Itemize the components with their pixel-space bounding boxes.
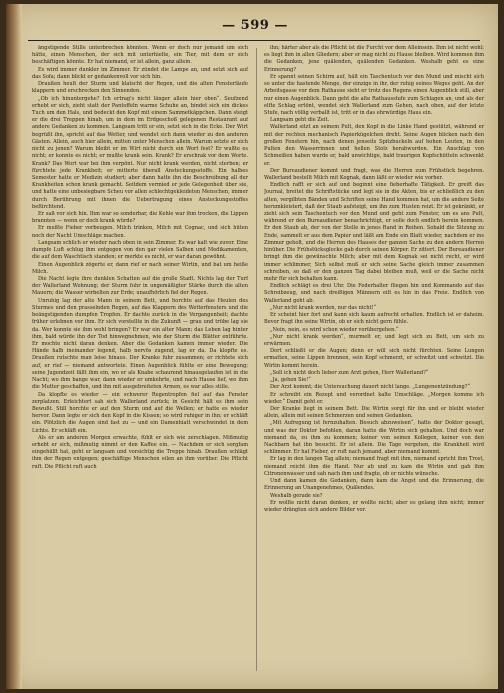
- paragraph: ihn; härter aber als die Pflicht ist die Furcht vor dem Alleinsein. Ihm ist nicht wohl; es liegt ihm in allen Gliedern; aber er mag nicht zu Hause bleiben. Wird kommen ihm die Gedanken, jene quälenden, quälenden Gedanken. Weshalb geht es eine Erinnerung?: [264, 45, 484, 73]
- paragraph: Unruhig lag der alte Mann in seinem Bett, und horchte auf das Heulen des Sturmes und den prasselnden Regen, auf das Klappern des Wetterfensters und die beängstigenden dumpfen Tropfen. Er dachte zurück in die Vergangenheit; dachte früher erlebnen vor ihm. Er sich vorstellte in die Zukunft — grau und trübe lag sie da. Wer konnte sie ihm wohl bringen? Er war ein alter Mann; das Leben lag hinter ihm, bald würde ihn der Tod hinwegnehmen, wie der Sturm die Blätter entführte. Er mochte nicht daran denken. Aber die Gedanken kamen immer wieder. Die Hände halb ineinander legend, halb nervös zugend, lag er da. Da klopfte es. Draußen rutschte man leise hinaus. Der Kranke fuhr zusammen; er richtete sich auf, er rief — niemand antwortete. Einen Augenblick fühlte er eine Bewegung; seine Jugendzeit fällt ihm ein, wo er als Knabe schaurend hinausgelaufen ist in die Nacht; wo ihm bange war, dann wieder er umkehrte, und nach Hause lief, wo ihm die Mutter geschaffen, und ihn mit ausgebreiteten Armen, es war alles stille.: [32, 297, 248, 391]
- right-column: [264, 45, 484, 675]
- paragraph: Er spannt seinen Schirm auf, hält ein Taschentuch vor den Mund und mischt sich so unter die hastende Menge, der einzige in ihr, der ruhig seines Weges geht. An der Arbeitsgasse vor dem Rathause sieht er trotz des Regens einen Augenblick still, aber nur einen Augenblick. Dann geht die alte Rathausstufe zum Schlagen an, und als der elfte Schlag ertönt, wendet sich Wallerland zum Gehen, nach oben, auf der letzte Stufe, nach völlig verballt ist, tritt er in das ehrwürdige Haus ein.: [264, 73, 484, 116]
- paragraph: Der Arzt kommt; die Untersuchung dauert nicht lange. „Lungenentzündung?“: [270, 384, 471, 391]
- header-rule: [28, 40, 480, 41]
- paragraph: Da klopfte es wieder — ein schwerer Regentropfen fiel auf das Fenster zerplatzen. Erleichtert sah sich Wallerland zurück; in Gesicht hält es ihm sein Bewußt. Still horchte er auf den Sturm und auf die Wellen; er hatte es wieder hervor. Dann legte er sich den Kopf in die Kissen; so wird ruhiger in ihn; er schläft ein. Plötzlich die Augen sind fast zu — und ein Damenhiatt verschwindet in dem Lichte. Er schläft ein.: [32, 391, 248, 434]
- paragraph: Endlich rafft er sich auf und beginnt eine fieberhafte Tätigkeit. Er greift das Journal, breitet die Schriftstücke und legt sie in die Akten, bis er schließlich zu den alten, vergilbten Bänden und Schriften seine Hand kommen hat, um die andere Seite herumkleistert, daß der Staub aufsteigt, um ihn zum Husten reizt. Er ist gekränkt, er zieht sich sein Taschentuch vor den Mund und geht zum Fenster, um es ans Pult, während er den Bureaudiener benachrichtigt, er solle doch endlich herein kommen. Er den Staub ab, der von der Stelle in jenes Rand in Reihen. Sobald die Sitzung zu Ende, sammelt er aus dem Papier und läßt am Ende ein Blatt wieder, nachdem er ins Zimmer geholt, und die Herren des Hauses der ganzen Sache zu den andern Herren hinüber. Die Frühstücksglocke gab durch seinen Körper. Er zittert. Der Bureaudiener bringt ihm die gewünschte Milch; aber mit dem Kognak sei nicht recht, er wird immer schlimmer, Sich selbst muß er sich seine Sache gleich immer zusammen schreiben, so daß er den ganzen Tag dabei bleiben muß, weil er die Sache nicht mehr für sich behalten kann.: [264, 182, 484, 282]
- paragraph: Es wird immer dunkler im Zimmer. Er zündet die Lampe an, und setzt sich auf das Sofa; dann blickt er gedankenvoll vor sich hin.: [32, 66, 248, 80]
- paragraph: „Ob ich hinuntergehe? Ich ertrag's nicht länger allein hier oben“. Seufzend erhebt er sich, zieht statt der Pantoffeln warme Schuhe an, bindet sich ein dickes Tuch um den Hals, und bedeckt den Kopf mit einem Sammetkäppchen. Dann steigt er die drei Treppen hinab, um in dem im Erdgeschoß gelegenen Restaurant auf andere Gedanken zu kommen. Langsam tritt er ein, setzt sich in die Ecke. Der Wirt begrüßt ihn, spricht auf das Wetter, und wendet sich dann wieder zu den anderen Gästen. Allein, auch hier allein, mitten unter Menschen allein. Warum setzte er sich nicht zu jenen? Warum bleibt er im Wirt nicht durch ein Wort fest? Er wußte es nicht; er konnte es nicht; er mußte krank sein. Krank? Er erschrak vor dem Worte. Krank? Das Wort war bei ihm verpönt. Nur nicht krank werden, nicht sterben; er fürchtete jede Krankheit; er mitterte überall Ansteckungsstoffe. Ein halbes Semester hatte er Medizin studiert; aber dann hatte ihn die Beschreibung all der Krankheiten schon krank gemacht. Seitdem vermied er jede Gelegenheit über sie, und hatte eine unbesiegbare Scheu vor allen schlechtgekleideten Menschen, immer durch Berührung mit ihnen die Uebertragung eines Ansteckungsstoffes befürchtend.: [32, 95, 248, 210]
- paragraph: Er saß vor sich hin. Ihm war so sonderbar, die Kehle war ihm trocken, die Lippen brannten — wenn er doch krank würde?: [32, 211, 248, 225]
- paragraph: Endlich schlägt es drei Uhr. Die Federhalter fliegen hin und Kommando auf das Schreibzeug, und nach dreißigen Männern eilt es hin in das Freie. Endlich von Wallerland geht ab.: [264, 283, 484, 304]
- paragraph: „Nur nicht krank werden“, murmelt er, und legt sich zu Bett, um sich zu erwärmen.: [264, 333, 484, 347]
- paragraph: Der Kranke liegt in seinem Bett. Die Wirtin sorgt für ihn und er bleibt wieder allein, allein mit seinen Schmerzen und seinen Gedanken.: [264, 405, 484, 420]
- paragraph: „Nur nicht krank werden, nur das nicht!“: [270, 304, 377, 311]
- paragraph: „Nein, nein, es wird schon wieder vorübergehen.“: [270, 326, 399, 333]
- paragraph: „Soll ich nicht doch lieber zum Arzt gehen, Herr Wallerland?“: [270, 369, 429, 376]
- paragraph: Langsam schlich er wieder nach oben in sein Zimmer. Es war kalt wie zuvor. Eine dumpfe Luft schlug ihm entgegen von den gar vielen Salben und Medikamenten, die auf dem Waschtisch standen; er merkte es nicht, er war daran gewöhnt.: [32, 239, 248, 261]
- paragraph: Einen Augenblick zögerte er, dann rief er nach seiner Wirtin, und bat um heiße Milch.: [32, 261, 248, 275]
- paragraph: ängstigende Stille unterbrechen könnten. Wenn er doch nur jemand um sich hätte, einen Menschen, der sich mit unterhielte, ein Tier, mit dem er sich beschäftigen könnte. Er hat niemand, er ist allein, ganz allein.: [32, 45, 248, 66]
- left-column: [32, 45, 248, 675]
- paragraph: Weshalb gerade sie?: [270, 492, 323, 499]
- paragraph: Er wollte nicht daran denken, er wollte nicht; aber es gelang ihm nicht; immer wieder drängten sich andere Bilder vor.: [264, 499, 484, 513]
- column-divider: [256, 48, 257, 671]
- newspaper-page: [6, 4, 498, 689]
- page-number: — 599 —: [222, 18, 288, 33]
- paragraph: Wallerland sitzt an seinem Pult, den Kopf in die Linke Hand gestützt, während er mit der rechten mechanisch Papierkügelchen dreht. Seine Augen blicken nach den großen Fenstern hin, nach denen jenseits Spitzbuckeln auf hohen Leuten, in den Pulten den Wasserrinnen und hellen Stolz herabwurden. Ein Anschlag von Schmeißen haben wurde er, bald unwichtige, bald traurigen Kopfschütteln schwenkt er.: [264, 124, 484, 167]
- paragraph: Die Nacht legte ihre dunklen Schatten auf die große Stadt. Nichts lag der Turf der Wallerland Wohnung; der Sturm fuhr in ungemäßigter Stärke durch die alten Mauern; die Wasser wirbelten zur Erde; unaufhörlich fiel der Regen.: [32, 276, 248, 297]
- paragraph: Und dann kamen die Gedanken, dann kam die Angst und die Erinnerung, die Erinnerung an Unangenehmes, Quälendes.: [264, 478, 484, 492]
- paragraph: Als er am anderen Morgen erwachte, fühlt er sich wie zerschlagen. Mißmutig erhebt er sich, mißmutig nimmt er den Kaffee ein. — Nachdem er sich sorgfam eingehüllt hat, geht er langsam und vorsichtig die Treppe hinab. Draußen schlägt ihm der Regen entgegen; geschäftige Menschen eilen an ihm vorüber. Die Pflicht ruft. Die Pflicht ruft auch: [32, 434, 248, 470]
- paragraph: Er lag in den langen Tag allein; niemand fragt mit ihm, niemand spricht ihm Trost, niemand reicht ihm die Hand. Nur ab und zu kam die Wirtin und gab ihm Citronenwasser und sah nach ihm und fragte, ob er nichts wünsche.: [264, 456, 484, 477]
- paragraph: „Ja, gehen Sie!“: [270, 377, 311, 384]
- page-binding: [6, 4, 22, 689]
- paragraph: „Mit Aufregung ist fernzuhalten. Besuch abzuweisen“, hatte der Doktor gesagt, und was der Doktor befohlen, daran hatte die Wirtin sich gehalten. Und doch war niemand da, zu ihm zu kommen; keiner von seinen Kollegen, keiner von den Nachbarn hat ihn besucht. Er ist allein. Die Tage vergehen, die Krankheit wird schlimmer. Er hat Fieber, er ruft nach jemand, aber niemand kommt.: [264, 420, 484, 456]
- paragraph: Er schreibt ein Rezept und verordnet kalte Umschläge. „Morgen komme ich wieder.“ Damit geht er.: [264, 391, 484, 405]
- paragraph: Dort schließt er die Augen; denn er will sich nicht fürchten. Seine Lungen ermatten, seine Lippen brennen, sein Kopf schmerzt, er schwitzt und schwitzt. Die Wirtin kommt herein.: [264, 348, 484, 369]
- paragraph: Der Bureaudiener kommt und fragt, was die Herren zum Frühstück begehren. Wallerland bestellt Milch mit Kognak, dann läßt er wieder wie vorher.: [264, 167, 484, 181]
- paragraph: Er mußte Fieber vorbeugen. Milch trinken, Milch mit Cognac, und sich hüten noch der Nacht Umschläge machen.: [32, 225, 248, 239]
- paragraph: Langsam geht die Zeit.: [270, 117, 330, 124]
- paragraph: Draußen heult der Sturm und klatscht der Regen, und die alten Fensterläufe klappern und erschrecken den Sinnenden.: [32, 81, 248, 95]
- paragraph: Er scheint hier fort und kann sich kaum aufrecht erhalten. Endlich ist er daheim. Bevor fragt ihn seine Wirtin, ob er sich nicht gern fühle.: [264, 312, 484, 326]
